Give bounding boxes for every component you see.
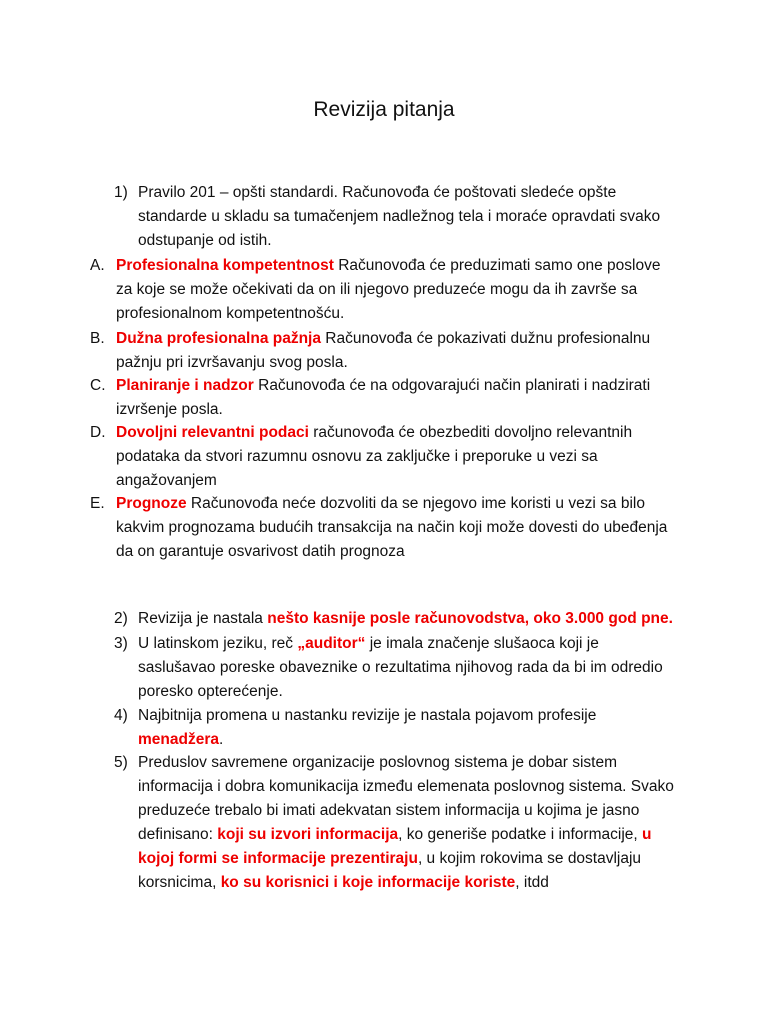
list-marker: 4) <box>114 707 128 724</box>
text-segment: , itdd <box>515 874 549 891</box>
text-segment: , ko generiše podatke i informacije, <box>398 826 642 843</box>
text-segment: računovođa će obezbediti dovoljno relevantnih podataka da stvori razumnu osnovu za zaključke i preporuke u vezi sa angažovanjem <box>116 424 633 489</box>
list-marker: B. <box>90 330 105 347</box>
list-marker: D. <box>90 424 106 441</box>
list-item-text <box>116 492 676 564</box>
text-segment: . <box>218 731 224 748</box>
list-item-text <box>116 374 676 422</box>
list-item-text <box>116 254 676 326</box>
text-segment: Preduslov savremene organizacije poslovnog sistema je dobar sistem informacija i dobra komunikacija između elemenata poslovnog sistema. Svako preduzeće trebalo bi imati adekvatan sistem informacija u kojima je jasno definisano: <box>138 754 674 843</box>
text-segment: Računovođa neće dozvoliti da se njegovo ime koristi u vezi sa bilo kakvim prognozama budućih transakcija na način koji može dovesti do ubeđenja da on garantuje osvarivost datih prognoza <box>116 495 668 560</box>
list-marker: A. <box>90 257 105 274</box>
list-marker: E. <box>90 495 105 512</box>
document-title: Revizija pitanja <box>313 98 455 121</box>
list-marker: 5) <box>114 754 128 771</box>
highlight-text: „auditor“ <box>297 635 366 652</box>
highlight-text: Planiranje i nadzor <box>116 377 254 394</box>
highlight-text: Dužna profesionalna pažnja <box>116 330 321 347</box>
list-item-text <box>138 704 676 752</box>
highlight-text: menadžera <box>138 731 219 748</box>
list-marker: 3) <box>114 635 128 652</box>
list-marker: C. <box>90 377 106 394</box>
list-item-text <box>116 421 676 493</box>
list-item-text <box>138 181 676 253</box>
highlight-text: u kojoj formi se informacije prezentiraju <box>138 826 652 867</box>
list-item-text <box>138 607 676 631</box>
text-segment: , u kojim rokovima se dostavljaju korsnicima, <box>138 850 642 891</box>
highlight-text: Dovoljni relevantni podaci <box>116 424 309 441</box>
text-segment: je imala značenje slušaoca koji je saslušavao poreske obaveznike o rezultatima njihovog rada da bi im odredio poresko opterećenje. <box>138 635 663 700</box>
text-segment: Računovođa će na odgovarajući način planirati i nadzirati izvršenje posla. <box>116 377 651 418</box>
text-segment: U latinskom jeziku, reč <box>138 635 298 652</box>
text-segment: Računovođa će preduzimati samo one poslove za koje se može očekivati da on ili njegovo preduzeće mogu da ih završe sa profesionalnom kompetentnošću. <box>116 257 661 322</box>
text-segment: Računovođa će pokazivati dužnu profesionalnu pažnju pri izvršavanju svog posla. <box>116 330 651 371</box>
highlight-text: nešto kasnije posle računovodstva, oko 3.000 god pne. <box>267 610 673 627</box>
highlight-text: Prognoze <box>116 495 187 512</box>
list-item-text <box>138 632 676 704</box>
list-item-text <box>138 751 683 895</box>
text-segment: Najbitnija promena u nastanku revizije je nastala pojavom profesije <box>138 707 597 724</box>
list-item-text <box>116 327 676 375</box>
list-marker: 2) <box>114 610 128 627</box>
highlight-text: ko su korisnici i koje informacije koriste <box>220 874 516 891</box>
text-segment: Pravilo 201 – opšti standardi. Računovođa će poštovati sledeće opšte standarde u skladu sa tumačenjem nadležnog tela i moraće opravdati svako odstupanje od istih. <box>138 184 661 249</box>
highlight-text: Profesionalna kompetentnost <box>116 257 334 274</box>
text-segment: Revizija je nastala <box>138 610 268 627</box>
highlight-text: koji su izvori informacija <box>217 826 399 843</box>
list-marker: 1) <box>114 184 128 201</box>
